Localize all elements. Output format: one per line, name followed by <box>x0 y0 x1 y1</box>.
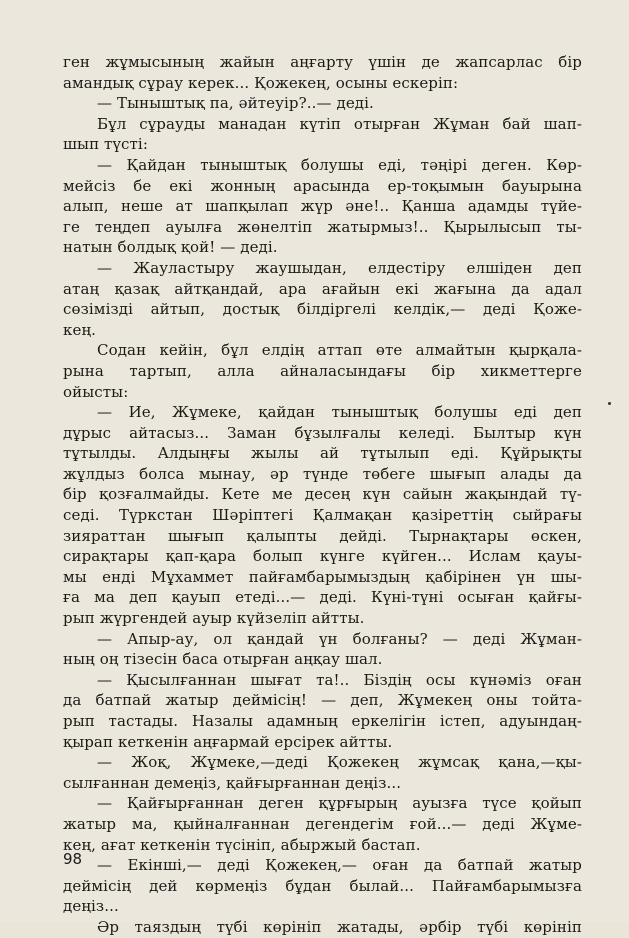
text-line: — Екінші,— деді Қожекең,— оған да батпай жатыр <box>97 856 582 875</box>
text-line: мы енді Мұхаммет пайғамбарымыздың қабірінен үн шы- <box>63 567 582 586</box>
page-number: 98 <box>63 850 83 868</box>
text-line: рына тартып, алла айналасындағы бір хикметтерге <box>63 361 582 380</box>
text-line: ойысты: <box>63 382 129 401</box>
text-line: деймісің дей көрмеңіз бұдан былай... Пайғамбарымызға <box>63 876 582 895</box>
text-line: — Қайдан тыныштық болушы еді, тәңірі деген. Көр- <box>97 155 582 174</box>
text-line: седі. Түркстан Шәріптегі Қалмақан қазіреттің сыйрағы <box>63 506 582 525</box>
text-line: ға ма деп қауып етеді...— деді. Күні-түні осыған қайғы- <box>63 588 582 607</box>
text-line: атаң қазақ айтқандай, ара ағайын екі жағына да адал <box>63 279 582 298</box>
text-line: амандық сұрау керек... Қожекең, осыны ескеріп: <box>63 73 459 92</box>
text-line: — Ие, Жұмеке, қайдан тыныштық болушы еді деп <box>97 403 582 422</box>
text-line: — Тыныштық па, әйтеуір?..— деді. <box>97 94 374 113</box>
text-line: кең. <box>63 320 97 339</box>
text-line: қырап кеткенін аңғармай ерсірек айтты. <box>63 732 393 751</box>
text-line: — Қысылғаннан шығат та!.. Біздің осы күнәміз оған <box>97 670 582 689</box>
text-line: ген жұмысының жайын аңғарту үшін де жапсарлас бір <box>63 53 582 71</box>
text-line: сылғаннан демеңіз, қайғырғаннан деңіз... <box>63 773 402 792</box>
text-line: бір қозғалмайды. Кете ме десең күн сайын жақындай тү- <box>63 485 582 504</box>
text-line: да батпай жатыр деймісің! — деп, Жұмекең оны тойта- <box>63 691 582 710</box>
text-line: Бұл сұрауды манадан күтіп отырған Жұман бай шап- <box>97 114 582 133</box>
text-line: — Қайғырғаннан деген құрғырың ауызға түсе қойып <box>97 794 582 813</box>
text-line: мейсіз бе екі жонның арасында ер-тоқымын бауырына <box>63 176 582 195</box>
body-text <box>63 52 582 938</box>
print-speck <box>608 402 611 405</box>
text-line: жұлдыз болса мынау, әр түнде төбеге шығып алады да <box>63 464 582 483</box>
text-line: дұрыс айтасыз... Заман бұзылғалы келеді. Былтыр күн <box>63 423 582 442</box>
text-line: кең, ағат кеткенін түсініп, абыржый бастап. <box>63 835 421 854</box>
text-line: — Апыр-ау, ол қандай үн болғаны? — деді Жұман- <box>97 629 582 648</box>
text-line: алып, неше ат шапқылап жүр әне!.. Қанша адамды түйе- <box>63 197 582 216</box>
text-line: — Жауластыру жаушыдан, елдестіру елшіден деп <box>97 258 582 277</box>
text-line: Содан кейін, бұл елдің аттап өте алмайтын қырқала- <box>97 341 582 360</box>
text-line: рып жүргендей ауыр күйзеліп айтты. <box>63 609 365 628</box>
text-line: натын болдық қой! — деді. <box>63 238 278 257</box>
text-line: жатыр ма, қыйналғаннан дегендегім ғой...— деді Жұме- <box>63 814 582 833</box>
text-line: — Жоқ, Жұмеке,—деді Қожекең жұмсақ қана,—қы- <box>97 753 582 772</box>
text-line: деңіз... <box>63 897 119 916</box>
text-line: зияраттан шығып қалыпты дейді. Тырнақтары өскен, <box>63 526 582 545</box>
text-line: сөзімізді айтып, достық білдіргелі келдік,— деді Қоже- <box>63 300 582 319</box>
text-line: тұтылды. Алдыңғы жылы ай тұтылып еді. Құйрықты <box>63 444 582 463</box>
text-line: ге теңдеп ауылға жөнелтіп жатырмыз!.. Қырылысып ты- <box>63 217 582 236</box>
text-line: шып түсті: <box>63 135 148 154</box>
text-line: сирақтары қап-қара болып күнге күйген... Ислам қауы- <box>63 547 582 566</box>
text-line: ның оң тізесін баса отырған аңқау шал. <box>63 650 383 669</box>
text-line: рып тастады. Назалы адамның еркелігін істеп, адуындаң- <box>63 712 582 730</box>
text-line: Әр таяздың түбі көрініп жатады, әрбір түбі көрініп <box>97 917 582 936</box>
